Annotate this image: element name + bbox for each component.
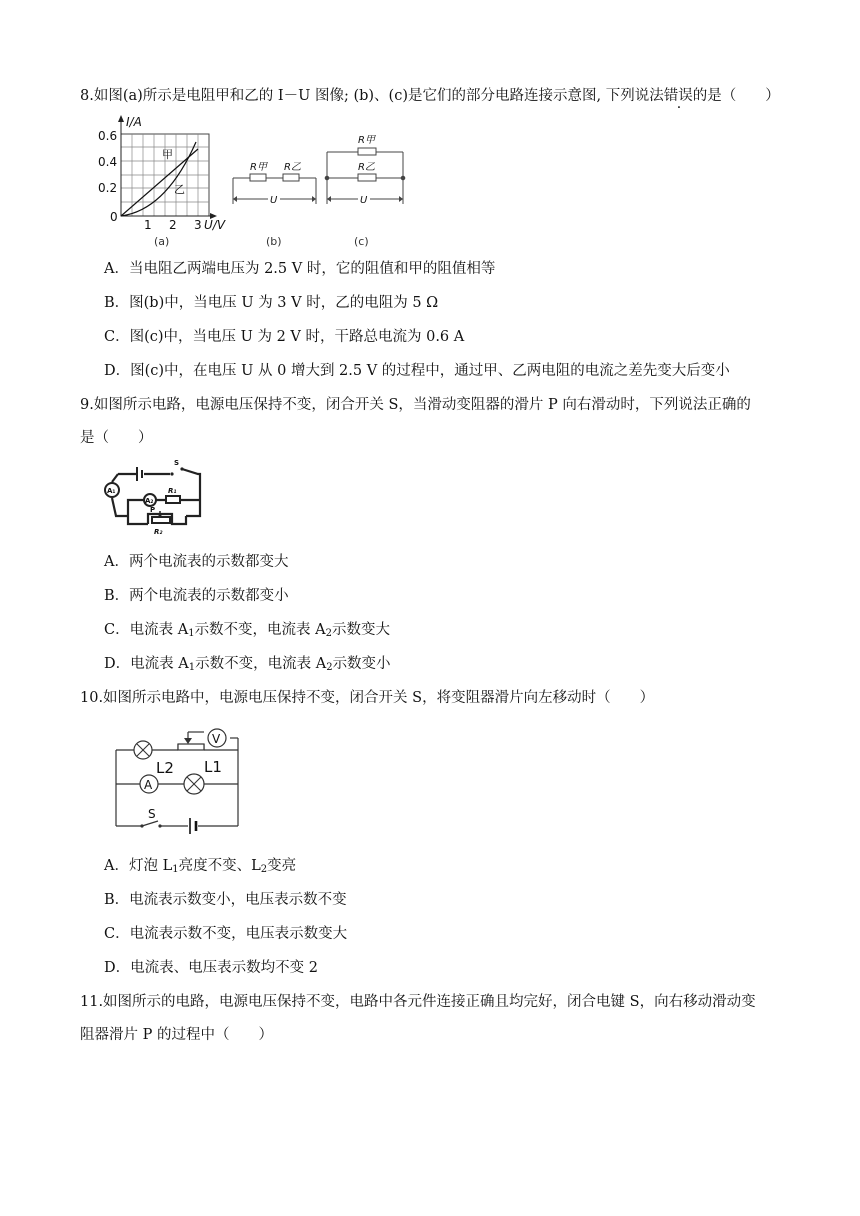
u-label-b: U bbox=[270, 195, 278, 206]
q10-circuit bbox=[104, 720, 254, 838]
q9-option-b: B．两个电流表的示数都变小 bbox=[104, 588, 289, 604]
curve-label-jia: 甲 bbox=[162, 148, 173, 161]
caption-a: (a) bbox=[154, 235, 170, 248]
q10-stem: 10.如图所示电路中，电源电压保持不变，闭合开关 S，将变阻器滑片向左移动时（ ） bbox=[80, 690, 655, 706]
q10-option-b: B．电流表示数变小，电压表示数不变 bbox=[104, 892, 347, 908]
ammeter-label: A bbox=[144, 778, 153, 792]
u-label-c: U bbox=[360, 195, 368, 206]
lamp-l2-label: L2 bbox=[156, 759, 174, 777]
origin-label: 0 bbox=[110, 210, 118, 224]
q10-option-d: D．电流表、电压表示数均不变 2 bbox=[104, 960, 318, 976]
slider-p-label: P bbox=[150, 506, 156, 514]
q8-stem-emphasis: 错误 bbox=[663, 88, 693, 104]
y-tick: 0.6 bbox=[98, 129, 118, 143]
caption-b: (b) bbox=[266, 235, 282, 248]
r-jia-label-c: R甲 bbox=[358, 135, 375, 146]
r2-label: R₂ bbox=[154, 528, 163, 536]
q8-option-d: D．图(c)中，在电压 U 从 0 增大到 2.5 V 的过程中，通过甲、乙两电阻的电流之差先变大后变小 bbox=[104, 363, 730, 379]
caption-c: (c) bbox=[354, 235, 369, 248]
lamp-l1-label: L1 bbox=[204, 758, 222, 776]
curve-jia bbox=[121, 149, 198, 216]
y-tick: 0.2 bbox=[98, 181, 118, 195]
iu-graph bbox=[118, 115, 217, 219]
q11-stem-line2: 阻器滑片 P 的过程中（ ） bbox=[80, 1027, 273, 1043]
x-axis-label: U/V bbox=[204, 218, 226, 232]
r-yi-label-b: R乙 bbox=[284, 162, 301, 173]
q8-option-c: C．图(c)中，当电压 U 为 2 V 时，干路总电流为 0.6 A bbox=[104, 329, 465, 345]
switch-label: S bbox=[148, 807, 156, 821]
q9-option-c: C．电流表 $A_1$示数不变，电流表 $A_2$示数变大 bbox=[104, 622, 391, 639]
q9-circuit bbox=[100, 456, 210, 542]
r-yi-label-c: R乙 bbox=[358, 162, 375, 173]
y-axis-label: I/A bbox=[126, 115, 142, 129]
voltmeter-label: V bbox=[212, 732, 221, 746]
q9-option-d: D．电流表 $A_1$示数不变，电流表 $A_2$示数变小 bbox=[104, 656, 391, 673]
r1-label: R₁ bbox=[168, 487, 177, 495]
q10-option-a: A．灯泡 $L_1$亮度不变、$L_2$变亮 bbox=[104, 858, 297, 875]
y-tick: 0.4 bbox=[98, 155, 118, 169]
q8-option-b: B．图(b)中，当电压 U 为 3 V 时，乙的电阻为 5 Ω bbox=[104, 295, 439, 311]
x-tick: 1 bbox=[144, 218, 152, 232]
q9-option-a: A．两个电流表的示数都变大 bbox=[104, 554, 289, 570]
q9-stem-line1: 9.如图所示电路，电源电压保持不变，闭合开关 S，当滑动变阻器的滑片 P 向右滑动时，下列说法正确的 bbox=[80, 397, 751, 413]
q8-stem: 8.如图(a)所示是电阻甲和乙的 I－U 图像; (b)、(c)是它们的部分电路连接示意图, 下列说法错误的是（ ） bbox=[80, 88, 780, 104]
curve-label-yi: 乙 bbox=[174, 183, 185, 196]
q8-figure bbox=[96, 112, 416, 250]
x-tick: 2 bbox=[169, 218, 177, 232]
ammeter-a1-label: A₁ bbox=[107, 487, 116, 495]
q8-option-a: A．当电阻乙两端电压为 2.5 V 时，它的阻值和甲的阻值相等 bbox=[104, 261, 496, 277]
q10-option-c: C．电流表示数不变，电压表示数变大 bbox=[104, 926, 348, 942]
q9-stem-line2: 是（ ） bbox=[80, 430, 153, 446]
x-tick: 3 bbox=[194, 218, 202, 232]
switch-label: S bbox=[174, 459, 180, 467]
ammeter-a2-label: A₂ bbox=[145, 497, 154, 505]
r-jia-label-b: R甲 bbox=[250, 162, 267, 173]
q11-stem-line1: 11.如图所示的电路，电源电压保持不变，电路中各元件连接正确且均完好，闭合电键 S，向右移动滑动变 bbox=[80, 994, 756, 1010]
